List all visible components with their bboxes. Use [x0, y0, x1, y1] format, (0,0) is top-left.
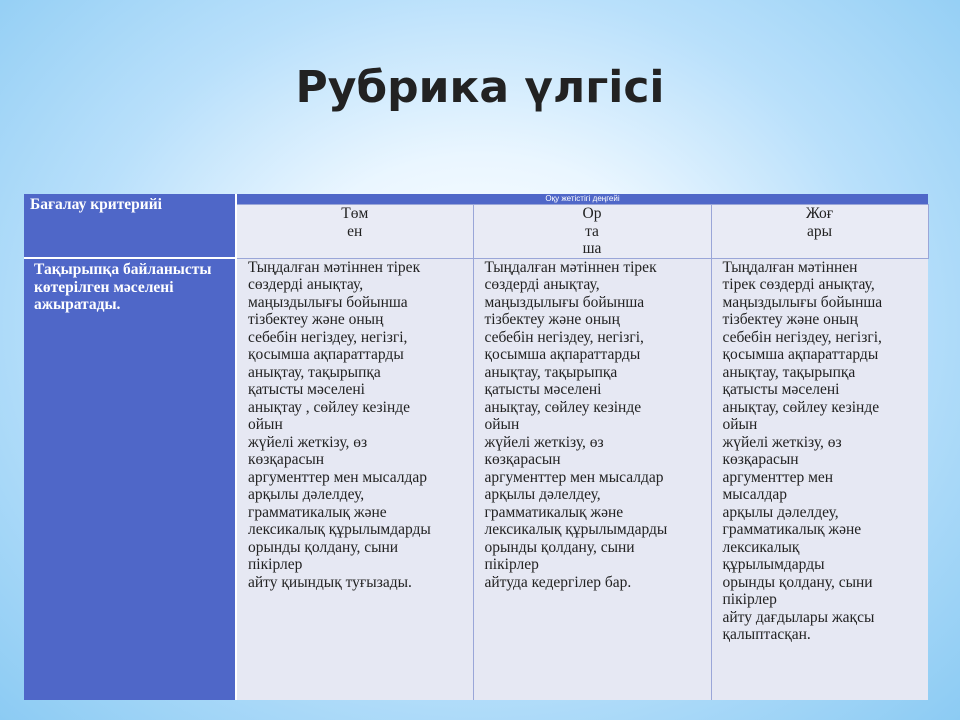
level-high — [711, 205, 928, 259]
slide-title: Рубрика үлгісі — [295, 62, 665, 113]
description-mid-text: Тыңдалған мәтіннен тірек сөздерді анықтау, маңыздылығы бойынша тізбектеу және оның себебін негіздеу, негізгі, қосымша ақпараттарды анықтау, тақырыпқа қатысты мәселені анықтау, сөйлеу кезінде ойын жүйелі жеткізу, өз көзқарасын аргументтер мен мысалдар арқылы дәлелдеу, грамматикалық және лексикалық құрылымдарды орынды қолдану, сыни пікірлер айтуда кедергілер бар. — [484, 258, 668, 591]
criteria-header: Бағалау критерийі — [24, 194, 236, 258]
description-high-text: Тыңдалған мәтіннен тірек сөздерді анықтау, маңыздылығы бойынша тізбектеу және оның себебін негіздеу, негізгі, қосымша ақпараттарды анықтау, тақырыпқа қатысты мәселені анықтау, сөйлеу кезінде ойын жүйелі жеткізу, өз көзқарасын аргументтер мен мысалдар арқылы дәлелдеу, грамматикалық және лексикалық құрылымдарды орынды қолдану, сыни пікірлер айту дағдылары жақсы қалыптасқан. — [722, 258, 883, 643]
level-header: Оқу жетістігі деңгейі — [236, 194, 928, 205]
description-high — [711, 258, 928, 700]
header-row — [24, 194, 928, 205]
description-mid — [473, 258, 711, 700]
description-low-text: Тыңдалған мәтіннен тірек сөздерді анықтау, маңыздылығы бойынша тізбектеу және оның себебін негіздеу, негізгі, қосымша ақпараттарды анықтау, тақырыпқа қатысты мәселені анықтау , сөйлеу кезінде ойын жүйелі жеткізу, өз көзқарасын аргументтер мен мысалдар арқылы дәлелдеу, грамматикалық және лексикалық құрылымдарды орынды қолдану, сыни пікірлер айту қиындық туғызады. — [248, 258, 431, 591]
criterion-cell: Тақырыпқа байланысты көтерілген мәселені ажыратады. — [24, 258, 236, 700]
level-low-label: Төм ен — [341, 205, 369, 240]
level-mid-label: Ор та ша — [582, 205, 602, 257]
level-mid — [473, 205, 711, 259]
criterion-row — [24, 258, 928, 700]
rubric-table — [24, 194, 929, 700]
description-low — [236, 258, 473, 700]
level-low — [236, 205, 473, 259]
level-high-label: Жоғ ары — [805, 205, 834, 240]
